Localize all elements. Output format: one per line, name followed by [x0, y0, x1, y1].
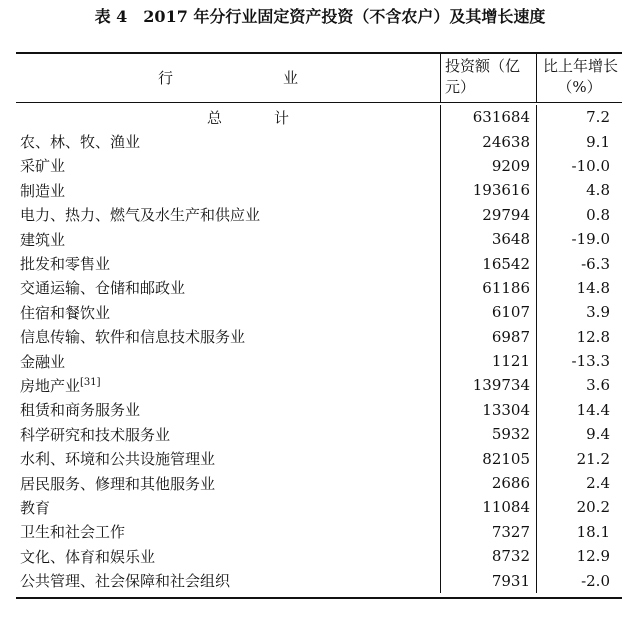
header-investment-line-1: 投资额（亿 [445, 57, 521, 75]
growth-value: 3.9 [536, 300, 622, 324]
industry-name [16, 204, 440, 225]
investment-value: 6987 [440, 325, 536, 349]
industry-name-text: 教育 [20, 498, 51, 517]
industry-name [16, 302, 440, 323]
growth-value: -2.0 [536, 568, 622, 592]
industry-name-text: 采矿业 [20, 157, 66, 176]
industry-name-text: 卫生和社会工作 [20, 523, 126, 542]
industry-name-text: 金融业 [20, 352, 66, 371]
header-industry-char-2: 业 [283, 68, 299, 87]
table-title-text: 2017 年分行业固定资产投资（不含农户）及其增长速度 [143, 7, 546, 26]
investment-value: 61186 [440, 276, 536, 300]
investment-value: 3648 [440, 227, 536, 251]
investment-value: 29794 [440, 203, 536, 227]
table-row [16, 325, 622, 349]
industry-name-text: 居民服务、修理和其他服务业 [20, 474, 216, 493]
investment-value: 11084 [440, 495, 536, 519]
growth-value: -19.0 [536, 227, 622, 251]
table-row [16, 300, 622, 324]
industry-name-text: 批发和零售业 [20, 255, 111, 274]
industry-name-text: 租赁和商务服务业 [20, 401, 141, 420]
table-row [16, 544, 622, 568]
table-row [16, 251, 622, 275]
industry-name [16, 473, 440, 494]
growth-value: 4.8 [536, 178, 622, 202]
industry-name [16, 155, 440, 176]
total-label-char-2: 计 [274, 108, 290, 127]
industry-name-text: 住宿和餐饮业 [20, 303, 111, 322]
industry-name [16, 497, 440, 518]
growth-value: 20.2 [536, 495, 622, 519]
table-row [16, 227, 622, 251]
industry-name [16, 351, 440, 372]
table-row [16, 398, 622, 422]
table-row [16, 446, 622, 470]
industry-name [16, 277, 440, 298]
industry-name-text: 制造业 [20, 181, 66, 200]
table-row [16, 129, 622, 153]
growth-value: 0.8 [536, 203, 622, 227]
industry-name [16, 448, 440, 469]
industry-name-text: 电力、热力、燃气及水生产和供应业 [20, 206, 261, 225]
header-industry [16, 54, 440, 102]
growth-value: -13.3 [536, 349, 622, 373]
investment-value: 7931 [440, 568, 536, 592]
industry-name [16, 180, 440, 201]
table-row [16, 422, 622, 446]
growth-value: -6.3 [536, 251, 622, 275]
investment-table [16, 52, 622, 599]
investment-value: 16542 [440, 251, 536, 275]
investment-value: 13304 [440, 398, 536, 422]
industry-name-text: 文化、体育和娱乐业 [20, 547, 156, 566]
table-row [16, 276, 622, 300]
table-row-total [16, 105, 622, 129]
growth-value: 2.4 [536, 471, 622, 495]
investment-value: 8732 [440, 544, 536, 568]
investment-value: 1121 [440, 349, 536, 373]
header-industry-char-1: 行 [157, 68, 173, 87]
table-row [16, 495, 622, 519]
growth-value: 9.1 [536, 129, 622, 153]
table-row [16, 520, 622, 544]
investment-value: 2686 [440, 471, 536, 495]
investment-value: 7327 [440, 520, 536, 544]
investment-value: 5932 [440, 422, 536, 446]
investment-value: 82105 [440, 446, 536, 470]
investment-value: 139734 [440, 373, 536, 397]
table-row [16, 471, 622, 495]
table-number: 表 4 [94, 7, 128, 26]
growth-value: 14.4 [536, 398, 622, 422]
table-row [16, 154, 622, 178]
industry-name [16, 570, 440, 591]
industry-name [16, 229, 440, 250]
industry-name [16, 546, 440, 567]
header-investment [440, 54, 536, 102]
investment-value: 193616 [440, 178, 536, 202]
industry-name-text: 建筑业 [20, 230, 66, 249]
table-row [16, 178, 622, 202]
total-investment: 631684 [440, 105, 536, 129]
industry-name [16, 375, 440, 396]
industry-name [16, 326, 440, 347]
industry-name [16, 399, 440, 420]
header-growth [536, 54, 622, 102]
industry-name-text: 交通运输、仓储和邮政业 [20, 279, 186, 298]
table-header [16, 54, 622, 103]
total-growth: 7.2 [536, 105, 622, 129]
growth-value: 18.1 [536, 520, 622, 544]
header-investment-line-2: 元） [445, 78, 476, 96]
investment-value: 9209 [440, 154, 536, 178]
growth-value: 12.9 [536, 544, 622, 568]
investment-value: 6107 [440, 300, 536, 324]
table-row [16, 203, 622, 227]
table-title [0, 6, 640, 28]
industry-name-text: 公共管理、社会保障和社会组织 [20, 572, 231, 591]
industry-name [16, 131, 440, 152]
growth-value: 21.2 [536, 446, 622, 470]
table-body [16, 103, 622, 597]
growth-value: 3.6 [536, 373, 622, 397]
industry-name [16, 253, 440, 274]
industry-name-text: 水利、环境和公共设施管理业 [20, 450, 216, 469]
industry-name-text: 科学研究和技术服务业 [20, 425, 171, 444]
total-label-char-1: 总 [206, 108, 222, 127]
industry-name-text: 农、林、牧、渔业 [20, 133, 141, 152]
growth-value: 14.8 [536, 276, 622, 300]
total-label [16, 107, 440, 128]
investment-value: 24638 [440, 129, 536, 153]
table-row [16, 568, 622, 592]
header-growth-line-2: （%） [557, 78, 602, 96]
industry-name [16, 424, 440, 445]
footnote-ref: [31] [80, 376, 101, 388]
industry-name-text: 房地产业 [20, 376, 81, 395]
table-row [16, 349, 622, 373]
industry-name [16, 521, 440, 542]
growth-value: -10.0 [536, 154, 622, 178]
header-growth-line-1: 比上年增长 [543, 57, 619, 75]
industry-name-text: 信息传输、软件和信息技术服务业 [20, 328, 246, 347]
growth-value: 12.8 [536, 325, 622, 349]
table-row [16, 373, 622, 397]
growth-value: 9.4 [536, 422, 622, 446]
